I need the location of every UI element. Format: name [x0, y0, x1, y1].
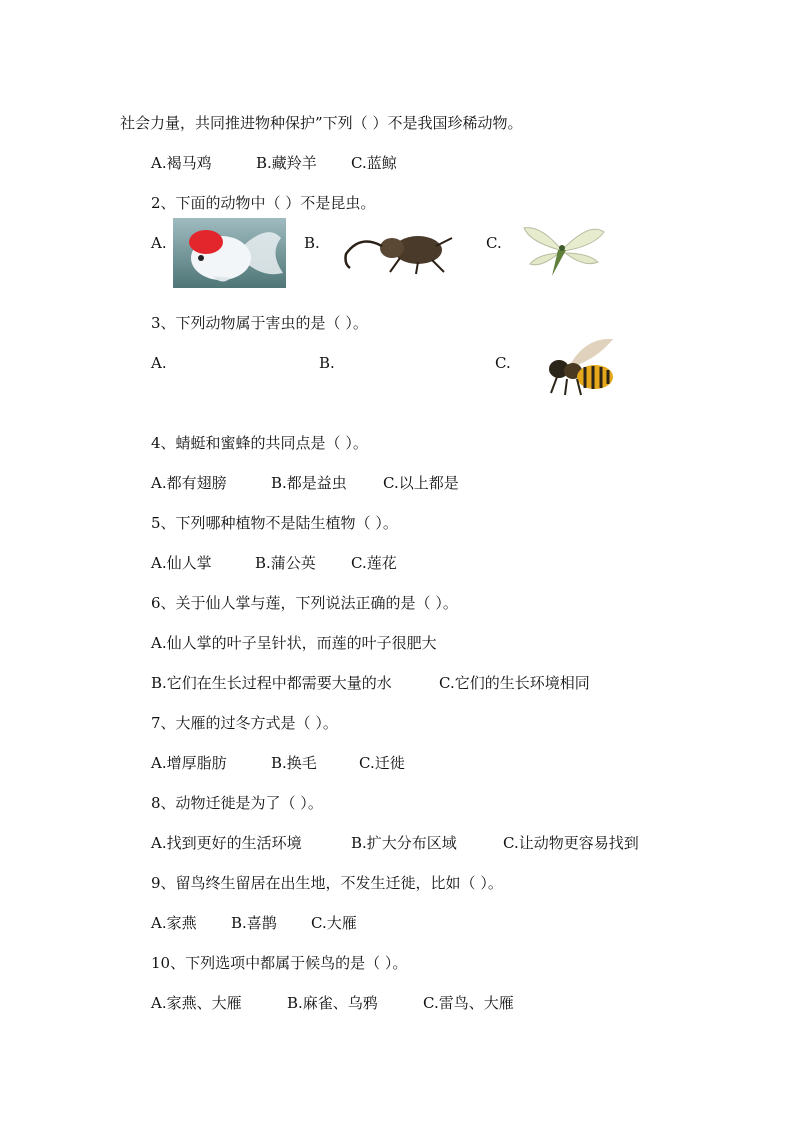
q9-option-c: C.大雁 [311, 914, 357, 932]
q2-stem: 2、下面的动物中（ ）不是昆虫。 [151, 194, 376, 212]
q5-option-b: B.蒲公英 [255, 554, 316, 572]
q4-stem: 4、蜻蜓和蜜蜂的共同点是（ ）。 [151, 434, 368, 452]
q7-stem: 7、大雁的过冬方式是（ ）。 [151, 714, 338, 732]
q7-option-b: B.换毛 [271, 754, 317, 772]
q9-stem: 9、留鸟终生留居在出生地，不发生迁徙，比如（ ）。 [151, 874, 503, 892]
q6-option-b: B.它们在生长过程中都需要大量的水 [151, 674, 392, 692]
q6-option-c: C.它们的生长环境相同 [439, 674, 590, 692]
q3-stem: 3、下列动物属于害虫的是（ ）。 [151, 314, 368, 332]
q5-option-a: A.仙人掌 [151, 554, 212, 572]
q6-stem: 6、关于仙人掌与莲，下列说法正确的是（ ）。 [151, 594, 458, 612]
beetle-image [340, 224, 458, 276]
q4-option-c: C.以上都是 [383, 474, 459, 492]
dragonfly-image [520, 220, 606, 280]
q10-stem: 10、下列选项中都属于候鸟的是（ ）。 [151, 954, 408, 972]
q10-option-a: A.家燕、大雁 [151, 994, 242, 1012]
question-1-stem-tail: 社会力量，共同推进物种保护”下列（ ）不是我国珍稀动物。 [120, 114, 523, 132]
q2-label-c: C. [486, 234, 502, 252]
q5-option-c: C.莲花 [351, 554, 397, 572]
q7-option-c: C.迁徙 [359, 754, 405, 772]
q8-stem: 8、动物迁徙是为了（ ）。 [151, 794, 323, 812]
wasp-image [537, 333, 621, 403]
q5-stem: 5、下列哪种植物不是陆生植物（ ）。 [151, 514, 398, 532]
q9-option-b: B.喜鹊 [231, 914, 277, 932]
q1-option-a: A.褐马鸡 [151, 154, 212, 172]
q1-option-b: B.藏羚羊 [256, 154, 317, 172]
q3-label-c: C. [495, 354, 511, 372]
q8-option-c: C.让动物更容易找到 [503, 834, 639, 852]
q2-label-a: A. [151, 234, 167, 252]
q2-label-b: B. [304, 234, 320, 252]
q3-label-a: A. [151, 354, 167, 372]
q4-option-a: A.都有翅膀 [151, 474, 227, 492]
q3-label-b: B. [319, 354, 335, 372]
q8-option-a: A.找到更好的生活环境 [151, 834, 302, 852]
q8-option-b: B.扩大分布区域 [351, 834, 457, 852]
q10-option-b: B.麻雀、乌鸦 [287, 994, 378, 1012]
q7-option-a: A.增厚脂肪 [151, 754, 227, 772]
q1-option-c: C.蓝鲸 [351, 154, 397, 172]
q10-option-c: C.雷鸟、大雁 [423, 994, 514, 1012]
q4-option-b: B.都是益虫 [271, 474, 347, 492]
q9-option-a: A.家燕 [151, 914, 197, 932]
goldfish-image [173, 218, 286, 288]
q6-option-a: A.仙人掌的叶子呈针状，而莲的叶子很肥大 [151, 634, 437, 652]
